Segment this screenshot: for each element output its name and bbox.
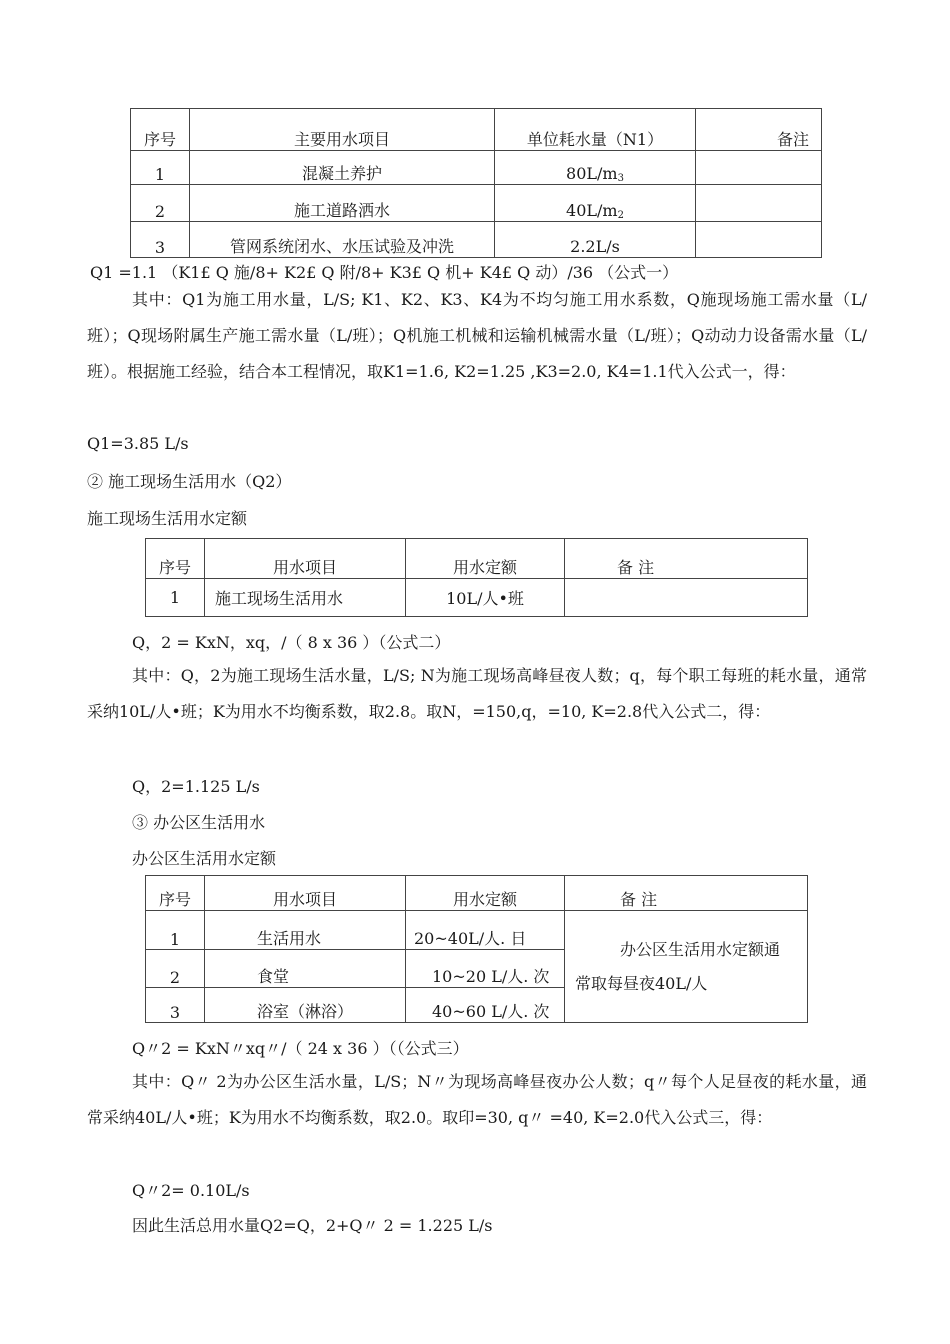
row-unit: $40L/m_2$ [495,185,696,222]
table-header-quota: 用水定额 [406,539,565,579]
total-water-usage: 因此生活总用水量Q2=Q，2+Q〃 2 = 1.225 L/s [132,1216,493,1235]
row-no: 1 [131,151,190,185]
table-row [131,185,822,222]
row-note [696,151,822,185]
table-header-item: 用水项目 [205,876,406,911]
formula-1: Q1 =1.1 （K1£ Q 施/8+ K2£ Q 附/8+ K3£ Q 机+ K4£ Q 动）/36 （公式一） [90,263,679,282]
row-quota: 20~40L/人. 日 [406,911,565,950]
formula-3: Q〃2 = KxN〃xq〃/（ 24 x 36 ）（（公式三） [132,1039,469,1058]
office-quota-note [565,911,808,1023]
table2-caption: 施工现场生活用水定额 [87,509,248,528]
row-no: 1 [146,579,205,617]
row-item: 混凝土养护 [190,151,495,185]
row-unit: 2.2L/s [495,222,696,258]
section-title-3: ③ 办公区生活用水 [132,813,266,832]
table-header-item: 主要用水项目 [190,109,495,151]
result-1: Q1=3.85 L/s [87,434,189,453]
table-row [146,579,808,617]
row-quota: 10~20 L/人. 次 [406,950,565,988]
table-row [131,222,822,258]
paragraph-2: 其中：Q，2为施工现场生活水量，L/S; N为施工现场高峰昼夜人数；q，每个职工每班的耗水量，通常采纳10L/人•班；K为用水不均衡系数，取2.8。取N，=150,q，=10, K=2.8代入公式二，得： [87,666,867,721]
note-line-2: 常取每昼夜40L/人 [575,973,708,993]
row-note [696,185,822,222]
row-item: 浴室（淋浴） [205,988,406,1023]
row-no: 2 [131,185,190,222]
row-item: 管网系统闭水、水压试验及冲洗 [190,222,495,258]
office-living-water-table [145,875,808,1023]
row-item: 施工道路洒水 [190,185,495,222]
table-header-unit: 单位耗水量（N1） [495,109,696,151]
result-2: Q，2=1.125 L/s [132,777,260,796]
row-no: 3 [146,988,205,1023]
table-header-no: 序号 [146,539,205,579]
table-header-note: 备 注 [565,876,808,911]
row-item: 施工现场生活用水 [205,579,406,617]
paragraph-1: 其中：Q1为施工用水量，L/S; K1、K2、K3、K4为不均匀施工用水系数，Q施现场施工需水量（L/班）；Q现场附属生产施工需水量（L/班）；Q机施工机械和运输机械需水量（L/班）；Q动动力设备需水量（L/班）。根据施工经验，结合本工程情况，取K1=1.6, K2=1.25 ,K3=2.0, K4=1.1代入公式一，得： [87,290,867,381]
row-no: 2 [146,950,205,988]
table-header-no: 序号 [131,109,190,151]
water-usage-table [130,108,822,258]
row-item: 生活用水 [205,911,406,950]
table-header-note: 备 注 [565,539,808,579]
formula-2: Q，2 = KxN，xq，/（ 8 x 36 ）（公式二） [132,633,451,652]
row-quota: 10L/人•班 [406,579,565,617]
result-3: Q〃2= 0.10L/s [132,1181,250,1200]
row-quota: 40~60 L/人. 次 [406,988,565,1023]
table-header-no: 序号 [146,876,205,911]
row-unit: $80L/m_3$ [495,151,696,185]
row-item: 食堂 [205,950,406,988]
row-no: 3 [131,222,190,258]
table-header-item: 用水项目 [205,539,406,579]
site-living-water-table [145,538,808,617]
row-note [565,579,808,617]
paragraph-3: 其中：Q〃 2为办公区生活水量，L/S；N〃为现场高峰昼夜办公人数；q〃每个人足昼夜的耗水量，通常采纳40L/人•班；K为用水不均衡系数，取2.0。取印=30, q〃 =40, K=2.0代入公式三，得： [87,1072,867,1127]
row-note [696,222,822,258]
table-header-note: 备注 [696,109,822,151]
table-row [131,151,822,185]
table-row [146,911,808,950]
table3-caption: 办公区生活用水定额 [132,849,277,868]
row-no: 1 [146,911,205,950]
note-line-1: 办公区生活用水定额通 [620,939,781,959]
table-header-quota: 用水定额 [406,876,565,911]
section-title-2: ② 施工现场生活用水（Q2） [87,472,292,491]
